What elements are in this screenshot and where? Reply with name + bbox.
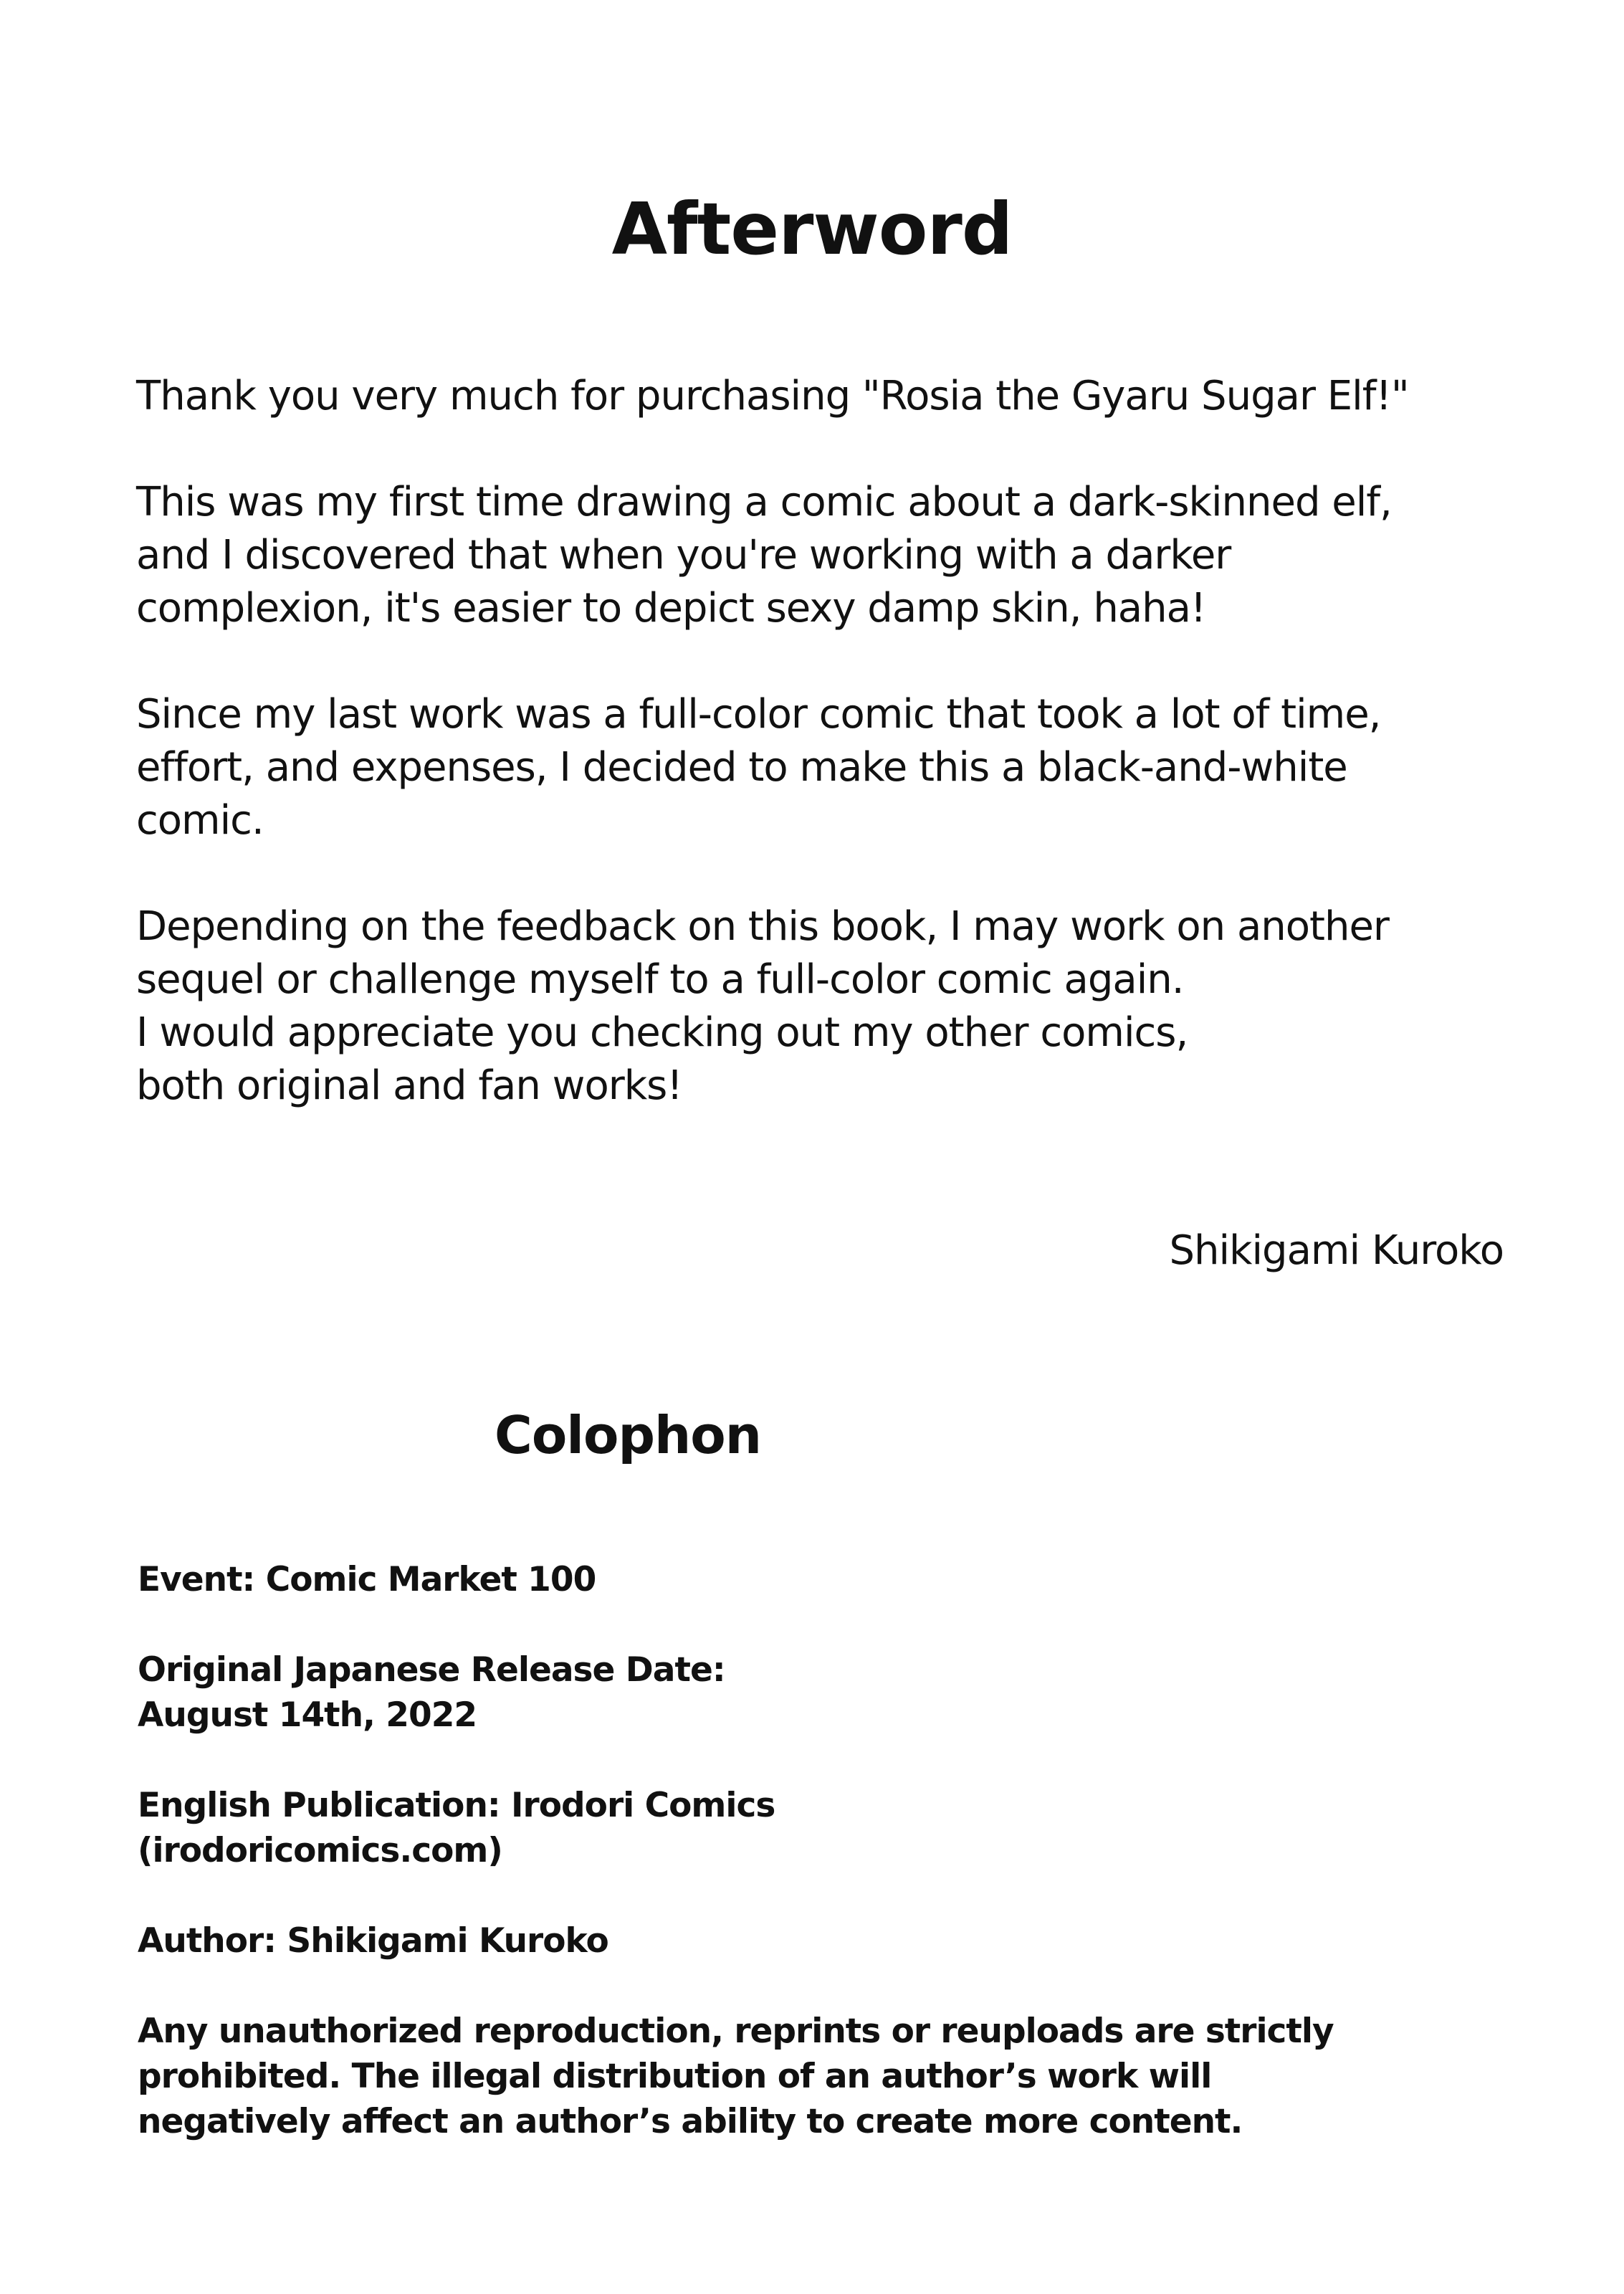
text-line: I would appreciate you checking out my other comics, — [136, 1009, 1188, 1056]
text-line: English Publication: Irodori Comics — [138, 1786, 775, 1825]
text-line: Since my last work was a full-color comic that took a lot of time, — [136, 691, 1381, 738]
colophon-publication — [138, 1783, 1499, 1873]
text-line: effort, and expenses, I decided to make this a black-and-white — [136, 744, 1347, 791]
text-line: (irodoricomics.com) — [138, 1831, 502, 1870]
author-signature: Shikigami Kuroko — [1169, 1227, 1504, 1274]
colophon-event — [138, 1557, 1499, 1602]
text-line: Depending on the feedback on this book, I may work on another — [136, 903, 1389, 950]
afterword-paragraph — [136, 900, 1570, 1113]
afterword-body — [136, 370, 1570, 1113]
text-line: August 14th, 2022 — [138, 1695, 477, 1735]
afterword-title: Afterword — [611, 187, 1013, 271]
text-line: and I discovered that when you're working with a darker — [136, 532, 1231, 579]
text-line: Author: Shikigami Kuroko — [138, 1921, 608, 1961]
colophon-release-date — [138, 1647, 1499, 1738]
text-line: sequel or challenge myself to a full-color comic again. — [136, 956, 1184, 1003]
afterword-paragraph — [136, 370, 1570, 423]
text-line: Thank you very much for purchasing "Rosia the Gyaru Sugar Elf!" — [136, 373, 1409, 419]
text-line: negatively affect an author’s ability to create more content. — [138, 2102, 1243, 2141]
text-line: Original Japanese Release Date: — [138, 1650, 725, 1690]
text-line: both original and fan works! — [136, 1062, 682, 1109]
afterword-paragraph — [136, 476, 1570, 635]
colophon-entries — [138, 1557, 1499, 2144]
colophon-title: Colophon — [495, 1405, 761, 1465]
afterword-paragraph — [136, 688, 1570, 847]
colophon-copyright-notice — [138, 2009, 1499, 2144]
text-line: complexion, it's easier to depict sexy damp skin, haha! — [136, 585, 1206, 632]
text-line: Any unauthorized reproduction, reprints or reuploads are strictly — [138, 2012, 1334, 2051]
text-line: Event: Comic Market 100 — [138, 1560, 596, 1599]
text-line: comic. — [136, 797, 264, 844]
text-line: prohibited. The illegal distribution of an author’s work will — [138, 2057, 1212, 2096]
colophon-author — [138, 1918, 1499, 1964]
text-line: This was my first time drawing a comic about a dark-skinned elf, — [136, 479, 1392, 525]
